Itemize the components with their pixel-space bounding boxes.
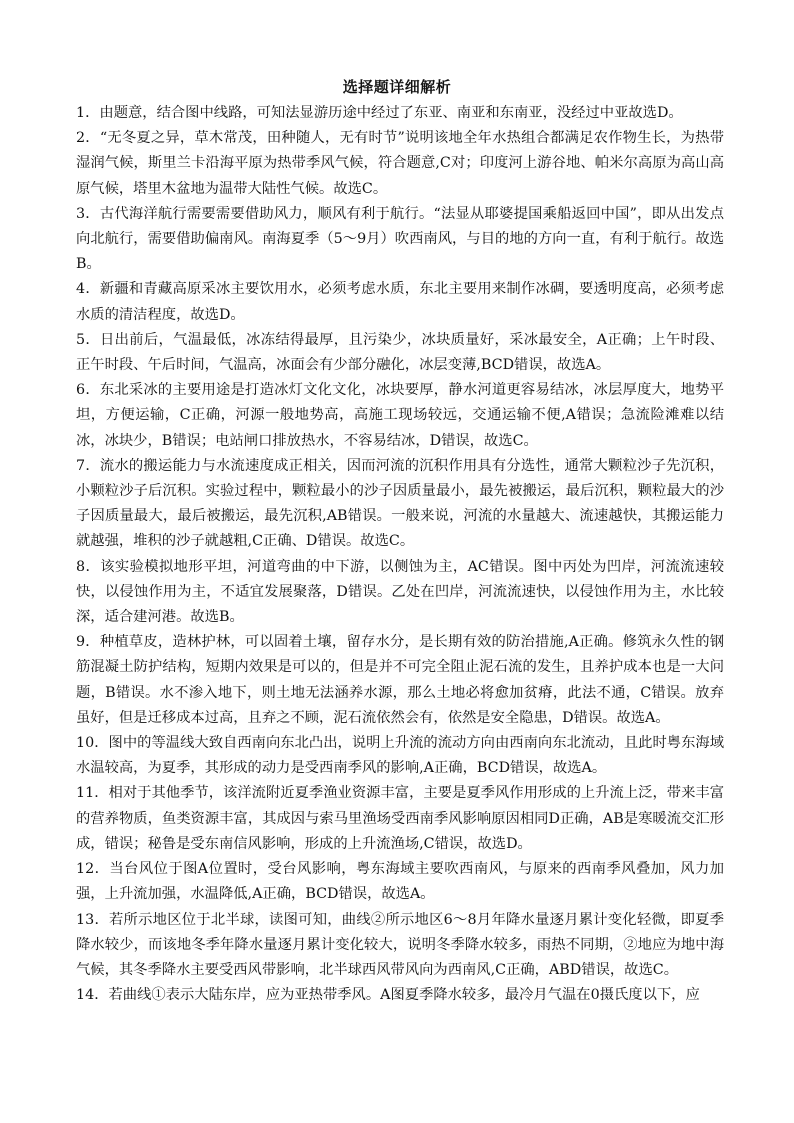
explanation-13: 13．若所示地区位于北半球，读图可知，曲线②所示地区6～8月年降水量逐月累计变化轻微，即夏季降水较少，而该地冬季年降水量逐月累计变化较大，说明冬季降水较多，雨热不同期，②地应为地中海气候，其冬季降水主要受西风带影响，北半球西风带风向为西南风,C正确，ABD错误，故选C。 [76, 911, 724, 978]
explanation-8: 8．该实验模拟地形平坦，河道弯曲的中下游，以侧蚀为主，AC错误。图中丙处为凹岸，河流流速较快，以侵蚀作用为主，不适宜发展聚落，D错误。乙处在凹岸，河流流速快，以侵蚀作用为主，水比较深，适合建河港。故选B。 [76, 558, 724, 626]
explanation-4: 4．新疆和青藏高原采冰主要饮用水，必须考虑水质，东北主要用来制作冰碉，要透明度高，必须考虑水质的清洁程度，故选D。 [76, 281, 724, 323]
explanation-1: 1．由题意，结合图中线路，可知法显游历途中经过了东亚、南亚和东南亚，没经过中亚故选D。 [76, 105, 683, 121]
explanation-6: 6．东北采冰的主要用途是打造冰灯文化文化，冰块要厚，静水河道更容易结冰，冰层厚度大，地势平坦，方便运输，C正确，河源一般地势高，高施工现场较远，交通运输不便,A错误；急流险滩难以结冰，冰块少，B错误；电站闸口排放热水，不容易结冰，D错误，故选C。 [76, 382, 724, 449]
page-title: 选择题详细解析 [342, 78, 452, 96]
explanation-2: 2．“无冬夏之异，草木常茂，田种随人，无有时节”说明该地全年水热组合都满足农作物生长，为热带湿润气候，斯里兰卡沿海平原为热带季风气候，符合题意,C对；印度河上游谷地、帕米尔高原为高山高原气候，塔里木盆地为温带大陆性气候。故选C。 [76, 130, 724, 197]
explanation-14: 14．若曲线①表示大陆东岸，应为亚热带季风。A图夏季降水较多，最冷月气温在0摄氏度以下，应 [76, 987, 700, 1004]
explanation-12: 12．当台风位于图A位置时，受台风影响，粤东海域主要吹西南风，与原来的西南季风叠加，风力加强，上升流加强，水温降低,A正确，BCD错误，故选A。 [76, 861, 724, 903]
explanation-9: 9．种植草皮，造林护林，可以固着土壤，留存水分，是长期有效的防治措施,A正确。修筑永久性的钢筋混凝土防护结构，短期内效果是可以的，但是并不可完全阻止泥石流的发生，且养护成本也是一大问题，B错误。水不渗入地下，则土地无法涵养水源，那么土地必将愈加贫瘠，此法不通，C错误。放弃虽好，但是迁移成本过高，且弃之不顾，泥石流依然会有，依然是安全隐患，D错误。故选A。 [76, 634, 724, 726]
explanation-7: 7．流水的搬运能力与水流速度成正相关，因而河流的沉积作用具有分选性，通常大颗粒沙子先沉积，小颗粒沙子后沉积。实验过程中，颗粒最小的沙子因质量最小，最先被搬运，最后沉积，颗粒最大的沙子因质量最大，最后被搬运，最先沉积,AB错误。一般来说，河流的水量越大、流速越快，其搬运能力就越强，堆积的沙子就越粗,C正确、D错误。故选C。 [76, 457, 724, 550]
explanation-3: 3．古代海洋航行需要需要借助风力，顺风有利于航行。“法显从耶婆提国乘船返回中国”，即从出发点向北航行，需要借助偏南风。南海夏季（5～9月）吹西南风，与目的地的方向一直，有利于航行。故选B。 [76, 205, 724, 273]
explanation-5: 5．日出前后，气温最低，冰冻结得最厚，且污染少，冰块质量好，采冰最安全，A正确；上午时段、正午时段、午后时间，气温高，冰面会有少部分融化，冰层变薄,BCD错误，故选A。 [76, 331, 724, 374]
explanation-11: 11．相对于其他季节，该洋流附近夏季渔业资源丰富，主要是夏季风作用形成的上升流上泛，带来丰富的营养物质，鱼类资源丰富，其成因与索马里渔场受西南季风影响原因相同D正确，AB是寒暖流交汇形成，错误；秘鲁是受东南信风影响，形成的上升流渔场,C错误，故选D。 [76, 785, 724, 852]
answer-explanations [76, 101, 724, 1008]
explanation-10: 10．图中的等温线大致自西南向东北凸出，说明上升流的流动方向由西南向东北流动，且此时粤东海域水温较高，为夏季，其形成的动力是受西南季风的影响,A正确，BCD错误，故选A。 [76, 735, 724, 777]
